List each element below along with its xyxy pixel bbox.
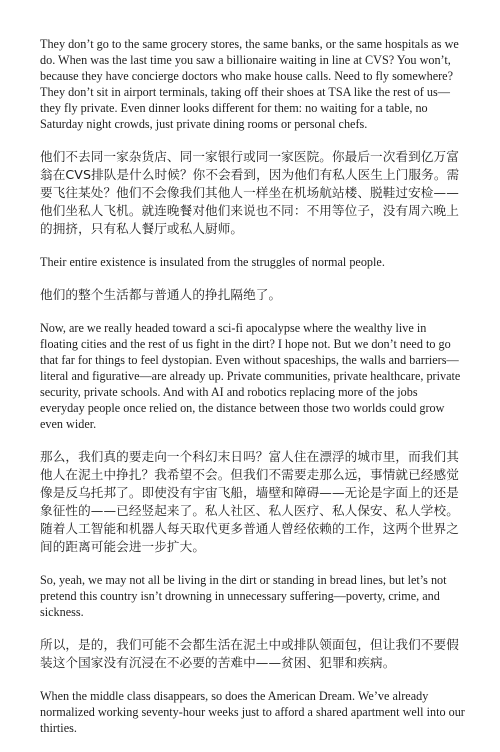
paragraph-zh-2: 他们的整个生活都与普通人的挣扎隔绝了。 [40,287,282,302]
paragraph-en-2: Their entire existence is insulated from the struggles of normal people. [40,255,385,269]
paragraph-en-3: Now, are we really headed toward a sci-fi apocalypse where the wealthy live in floating cities and the rest of us fight in the dirt? I hope not. But we don’t need to go that far for things to feel dystopian. Even without spaceships, the walls and barriers—literal and figurative—are already up. Private communities, private healthcare, private security, private schools. And with AI and robotics replacing more of the jobs everyday people once relied on, the distance between those two worlds could grow even wider. [40,321,461,431]
paragraph-en-4: So, yeah, we may not all be living in the dirt or standing in bread lines, but let’s not pretend this country isn’t drowning in unnecessary suffering—poverty, crime, and sickness. [40,573,447,619]
paragraph-zh-1: 他们不去同一家杂货店、同一家银行或同一家医院。你最后一次看到亿万富翁在CVS排队是什么时候？你不会看到，因为他们有私人医生上门服务。需要飞往某处？他们不会像我们其他人一样坐在机场航站楼、脱鞋过安检——他们坐私人飞机。就连晚餐对他们来说也不同：不用等位子，没有周六晚上的拥挤，只有私人餐厅或私人厨师。 [40,149,460,236]
paragraph-en-5: When the middle class disappears, so does the American Dream. We’ve already normalized working seventy-hour weeks just to afford a shared apartment well into our thirties. [40,689,465,735]
paragraph-zh-4: 所以，是的，我们可能不会都生活在泥土中或排队领面包，但让我们不要假装这个国家没有沉浸在不必要的苦难中——贫困、犯罪和疾病。 [40,637,459,670]
paragraph-en-1: They don’t go to the same grocery stores, the same banks, or the same hospitals as we do. When was the last time you saw a billionaire waiting in line at CVS? You won’t, because they have concierge doctors who make house calls. Need to fly somewhere? They don’t sit in airport terminals, taking off their shoes at TSA like the rest of us—they fly private. Even dinner looks different for them: no waiting for a table, no Saturday night crowds, just private dining rooms or personal chefs. [40,37,459,131]
document-page [40,36,465,752]
paragraph-zh-3: 那么，我们真的要走向一个科幻末日吗？富人住在漂浮的城市里，而我们其他人在泥土中挣扎？我希望不会。但我们不需要走那么远，事情就已经感觉像是反乌托邦了。即使没有宇宙飞船，墙壁和障碍——无论是字面上的还是象征性的——已经竖起来了。私人社区、私人医疗、私人保安、私人学校。随着人工智能和机器人每天取代更多普通人曾经依赖的工作，这两个世界之间的距离可能会进一步扩大。 [40,449,459,554]
